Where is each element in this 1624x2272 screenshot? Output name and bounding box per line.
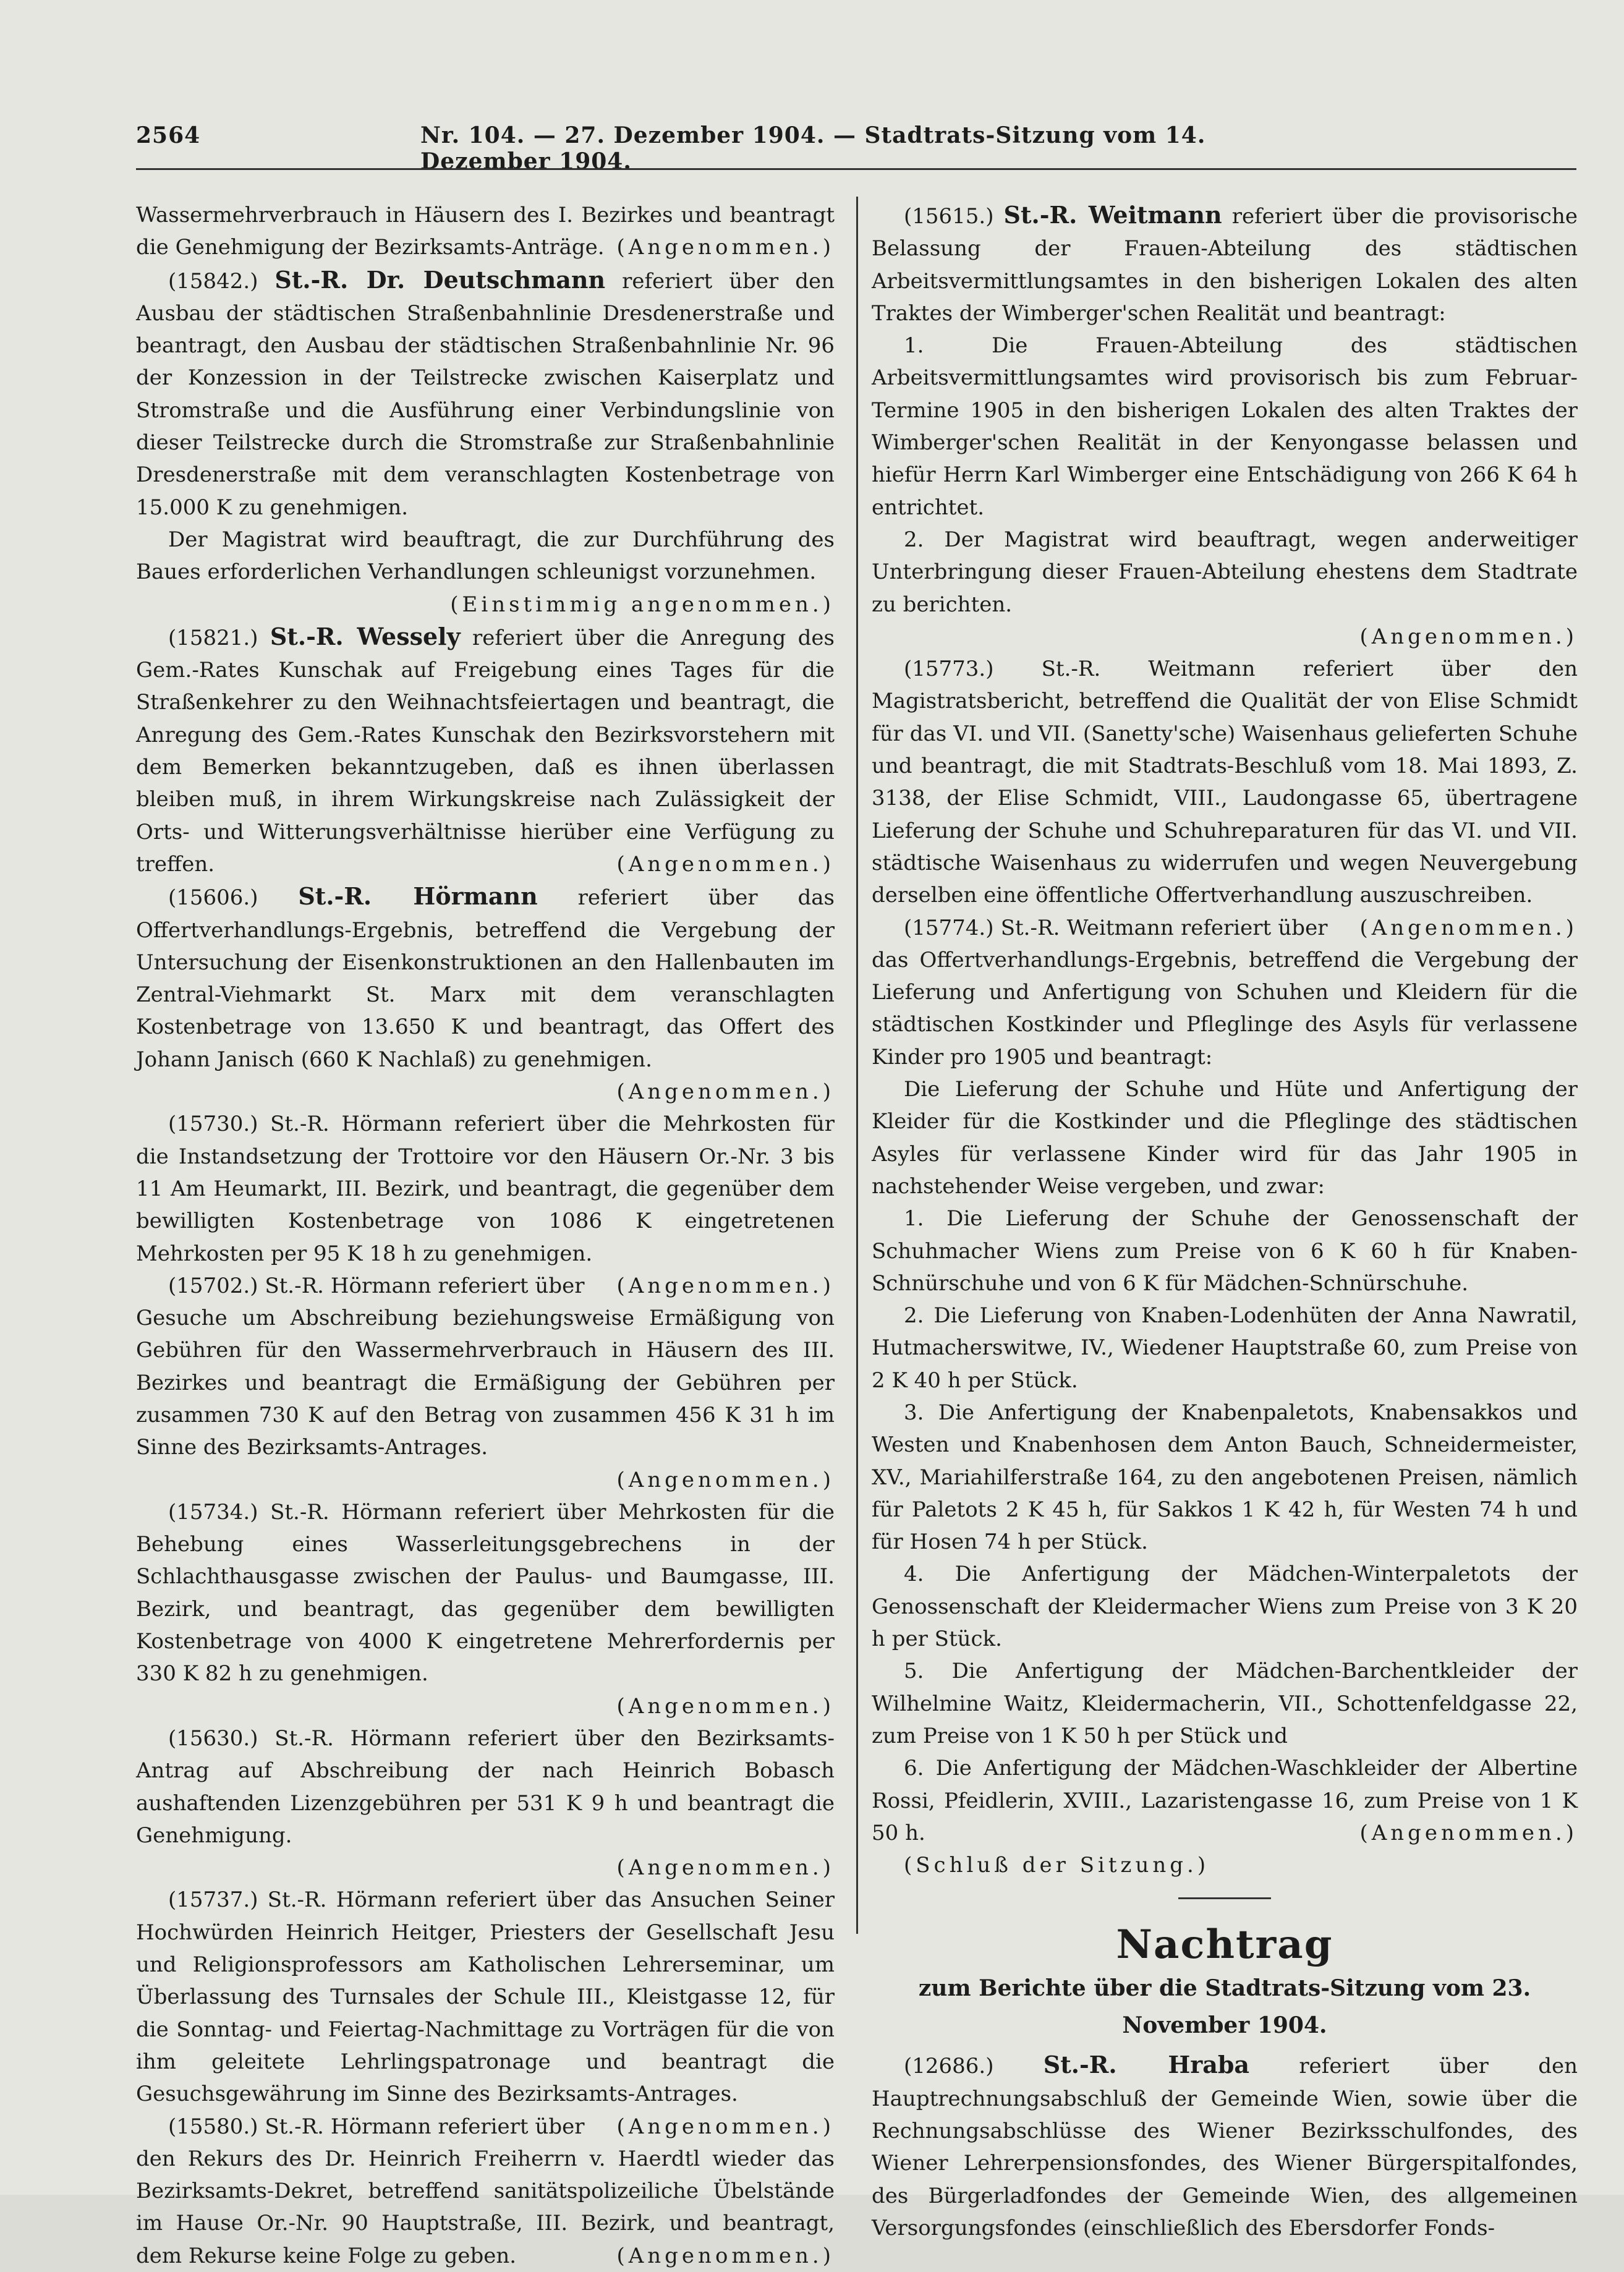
session-closing: (Schluß der Sitzung.) bbox=[904, 1853, 1210, 1878]
resolution: (Angenommen.) bbox=[616, 1079, 835, 1105]
section-rule bbox=[1178, 1897, 1271, 1899]
nachtrag-title: Nachtrag bbox=[1116, 1921, 1333, 1968]
paragraph: 3. Die Anfertigung der Knabenpaletots, Knabensakkos und Westen und Knabenhosen dem Anton Bauch, Schneidermeister, XV., Mariahilferstraße 164, zu den angebotenen Preisen, nämlich für Paletots 2 K 45 h, für Sakkos 1 K 42 h, für Westen 74 h und für Hosen 74 h per Stück. bbox=[872, 1400, 1578, 1555]
paragraph: (15773.) St.-R. Weitmann referiert über den Magistratsbericht, betreffend die Qualität der von Elise Schmidt für das VI. und VII. (Sanetty'sche) Waisenhaus gelieferten Schuhe und beantragt, die mit Stadtrats-Beschluß vom 18. Mai 1893, Z. 3138, der Elise Schmidt, VIII., Laudongasse 65, übertragene Lieferung der Schuhe und Schuhreparaturen für das VI. und VII. städtische Waisenhaus zu widerrufen und wegen Neuvergebung derselben eine öffentliche Offertverhandlung auszuschreiben. (Angenommen.) bbox=[872, 657, 1578, 940]
councillor-name: St.-R. Hörmann bbox=[298, 882, 538, 911]
left-column bbox=[136, 199, 835, 2272]
resolution: (Angenommen.) bbox=[616, 1693, 835, 1719]
right-column bbox=[872, 199, 1578, 2244]
paragraph: (15630.) St.-R. Hörmann referiert über den Bezirksamts-Antrag auf Abschreibung der nach Heinrich Bobasch aushaftenden Lizenzgebühren per 531 K 9 h und beantragt die Genehmigung. bbox=[136, 1725, 835, 1848]
paragraph: Wassermehrverbrauch in Häusern des I. Bezirkes und beantragt die Genehmigung der Bezirksamts-Anträge. (Angenommen.) bbox=[136, 203, 835, 260]
page-number: 2564 bbox=[136, 122, 201, 148]
paragraph: 2. Der Magistrat wird beauftragt, wegen anderweitiger Unterbringung dieser Frauen-Abteilung ehestens dem Stadtrate zu berichten. bbox=[872, 527, 1578, 617]
resolution: (Angenommen.) bbox=[616, 1467, 835, 1492]
paragraph: 2. Die Lieferung von Knaben-Lodenhüten der Anna Nawratil, Hutmacherswitwe, IV., Wiedener Hauptstraße 60, zum Preise von 2 K 40 h per Stück. bbox=[872, 1303, 1578, 1393]
paragraph: (15615.) St.-R. Weitmann referiert über die provisorische Belassung der Frauen-Abteilung des städtischen Arbeitsvermittlungsamtes in den bisherigen Lokalen des alten Traktes der Wimberger'schen Realität und beantragt: bbox=[872, 201, 1578, 326]
paragraph: (15842.) St.-R. Dr. Deutschmann referiert über den Ausbau der städtischen Straßenbahnlinie Dresdenerstraße und beantragt, den Ausbau der städtischen Straßenbahnlinie Nr. 96 der Konzession in der Teilstrecke zwischen Kaiserplatz und Stromstraße und die Ausführung einer Verbindungslinie von dieser Teilstrecke durch die Stromstraße zur Straßenbahnlinie Dresdenerstraße mit dem veranschlagten Kostenbetrage von 15.000 K zu genehmigen. bbox=[136, 265, 835, 520]
paragraph: 6. Die Anfertigung der Mädchen-Waschkleider der Albertine Rossi, Pfeidlerin, XVIII., Lazaristengasse 16, zum Preise von 1 K 50 h. (Angenommen.) bbox=[872, 1756, 1578, 1845]
page-header bbox=[136, 122, 1311, 174]
paragraph: (15702.) St.-R. Hörmann referiert über Gesuche um Abschreibung beziehungsweise Ermäßigung von Gebühren für den Wassermehrverbrauch in Häusern des III. Bezirkes und beantragt die Ermäßigung der Gebühren per zusammen 730 K auf den Betrag von zusammen 456 K 31 h im Sinne des Bezirksamts-Antrages. bbox=[136, 1273, 835, 1460]
paragraph: (15730.) St.-R. Hörmann referiert über die Mehrkosten für die Instandsetzung der Trottoire vor den Häusern Or.-Nr. 3 bis 11 Am Heumarkt, III. Bezirk, und beantragt, die gegenüber dem bewilligten Kostenbetrage von 1086 K eingetretenen Mehrkosten per 95 K 18 h zu genehmigen. (Angenommen.) bbox=[136, 1112, 835, 1298]
paragraph: (15821.) St.-R. Wessely referiert über die Anregung des Gem.-Rates Kunschak auf Freigebung eines Tages für die Straßenkehrer zu den Weihnachtsfeiertagen und beantragt, die Anregung des Gem.-Rates Kunschak den Bezirksvorstehern mit dem Bemerken bekanntzugeben, daß es ihnen überlassen bleiben muß, in ihrem Wirkungskreise nach Zulässigkeit der Orts- und Witterungsverhältnisse hierüber eine Verfügung zu treffen. (Angenommen.) bbox=[136, 622, 835, 877]
paragraph: (15737.) St.-R. Hörmann referiert über das Ansuchen Seiner Hochwürden Heinrich Heitger, Priesters der Gesellschaft Jesu und Religionsprofessors am Katholischen Lehrerseminar, um Überlassung des Turnsales der Schule III., Kleistgasse 12, für die Sonntag- und Feiertag-Nachmittage zu Vorträgen für die von ihm geleitete Lehrlingspatronage und beantragt die Gesuchsgewährung im Sinne des Bezirksamts-Antrages. (Angenommen.) bbox=[136, 1887, 835, 2139]
header-rule bbox=[136, 168, 1576, 170]
resolution: (Angenommen.) bbox=[1359, 624, 1578, 649]
paragraph: 5. Die Anfertigung der Mädchen-Barchentkleider der Wilhelmine Waitz, Kleidermacherin, VII., Schottenfeldgasse 22, zum Preise von 1 K 50 h per Stück und bbox=[872, 1659, 1578, 1748]
councillor-name: St.-R. Wessely bbox=[270, 622, 461, 650]
paragraph: 4. Die Anfertigung der Mädchen-Winterpaletots der Genossenschaft der Kleidermacher Wiens zum Preise von 3 K 20 h per Stück. bbox=[872, 1562, 1578, 1652]
paragraph: Die Lieferung der Schuhe und Hüte und Anfertigung der Kleider für die Kostkinder und die Pfleglinge des städtischen Asyles für verlassene Kinder wird für das Jahr 1905 in nachstehender Weise vergeben, und zwar: bbox=[872, 1077, 1578, 1199]
paragraph: Der Magistrat wird beauftragt, die zur Durchführung des Baues erforderlichen Verhandlungen schleunigst vorzunehmen. bbox=[136, 527, 835, 585]
paragraph: (15606.) St.-R. Hörmann referiert über das Offertverhandlungs-Ergebnis, betreffend die Vergebung der Untersuchung der Eisenkonstruktionen an den Hallenbauten im Zentral-Viehmarkt St. Marx mit dem veranschlagten Kostenbetrage von 13.650 K und beantragt, das Offert des Johann Janisch (660 K Nachlaß) zu genehmigen. bbox=[136, 882, 835, 1072]
issue-heading: Nr. 104. — 27. Dezember 1904. — Stadtrats-Sitzung vom 14. Dezember 1904. bbox=[420, 122, 1206, 174]
paragraph: (12686.) St.-R. Hraba referiert über den Hauptrechnungsabschluß der Gemeinde Wien, sowie über die Rechnungsabschlüsse des Wiener Bezirksschulfondes, des Wiener Lehrerpensionsfondes, des Wiener Bürgerspitalfondes, des Bürgerladfondes der Gemeinde Wien, des allgemeinen Versorgungsfondes (einschließlich des Ebersdorfer Fonds- bbox=[872, 2051, 1578, 2240]
resolution: (Angenommen.) bbox=[616, 1855, 835, 1881]
resolution: (Einstimmig angenommen.) bbox=[450, 592, 835, 617]
nachtrag-subtitle: zum Berichte über die Stadtrats-Sitzung vom 23. November 1904. bbox=[918, 1975, 1531, 2039]
councillor-name: St.-R. Weitmann bbox=[1003, 201, 1222, 229]
column-divider bbox=[856, 197, 858, 1934]
paragraph: (15774.) St.-R. Weitmann referiert über das Offertverhandlungs-Ergebnis, betreffend die Vergebung der Lieferung und Anfertigung von Schuhen und Kleidern für die städtischen Kostkinder und Pfleglinge des Asyls für verlassene Kinder pro 1905 und beantragt: bbox=[872, 915, 1578, 1070]
councillor-name: St.-R. Hraba bbox=[1043, 2051, 1250, 2079]
paragraph: (15734.) St.-R. Hörmann referiert über Mehrkosten für die Behebung eines Wasserleitungsgebrechens in der Schlachthausgasse zwischen der Paulus- und Baumgasse, III. Bezirk, und beantragt, das gegenüber dem bewilligten Kostenbetrage von 4000 K eingetretene Mehrerfordernis per 330 K 82 h zu genehmigen. bbox=[136, 1499, 835, 1687]
paragraph: (15580.) St.-R. Hörmann referiert über den Rekurs des Dr. Heinrich Freiherrn v. Haerdtl wieder das Bezirksamts-Dekret, betreffend sanitätspolizeiliche Übelstände im Hause Or.-Nr. 90 Hauptstraße, III. Bezirk, und beantragt, dem Rekurse keine Folge zu geben. (Angenommen.) bbox=[136, 2114, 835, 2268]
paragraph: 1. Die Frauen-Abteilung des städtischen Arbeitsvermittlungsamtes wird provisorisch bis zum Februar-Termine 1905 in den bisherigen Lokalen des alten Traktes der Wimberger'schen Realität in der Kenyongasse belassen und hiefür Herrn Karl Wimberger eine Entschädigung von 266 K 64 h entrichtet. bbox=[872, 333, 1578, 520]
paragraph: 1. Die Lieferung der Schuhe der Genossenschaft der Schuhmacher Wiens zum Preise von 6 K 60 h für Knaben-Schnürschuhe und von 6 K für Mädchen-Schnürschuhe. bbox=[872, 1206, 1578, 1296]
councillor-name: St.-R. Dr. Deutschmann bbox=[274, 265, 606, 294]
